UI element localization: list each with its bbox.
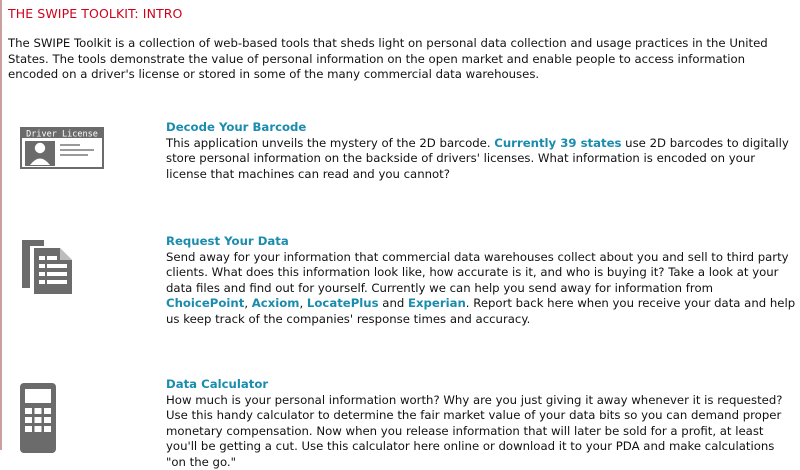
calculator-icon[interactable]: [20, 383, 56, 457]
choicepoint-link[interactable]: ChoicePoint: [166, 296, 244, 310]
driver-license-icon-label: Driver License: [26, 130, 98, 140]
request-data-link[interactable]: Request Your Data: [166, 234, 796, 250]
decode-barcode-link[interactable]: Decode Your Barcode: [166, 120, 796, 136]
locateplus-link[interactable]: LocatePlus: [307, 296, 379, 310]
page-title: THE SWIPE TOOLKIT: INTRO: [8, 6, 183, 21]
driver-license-icon[interactable]: [20, 127, 104, 173]
decode-barcode-description: This application unveils the mystery of the 2D barcode. Currently 39 states use 2D barcodes to digitally store personal information on the backside of drivers' licenses. What information is encoded on your license that machines can read and you cannot?: [166, 136, 796, 183]
left-border-rule: [0, 0, 2, 450]
tool-data-calculator-body: [166, 377, 796, 470]
acxiom-link[interactable]: Acxiom: [252, 296, 300, 310]
tool-decode-barcode-body: [166, 120, 796, 182]
experian-link[interactable]: Experian: [408, 296, 466, 310]
request-data-description: Send away for your information that commercial data warehouses collect about you and sell to third party clients. What does this information look like, how accurate is it, and who is buying it? Take a look at your data files and find out for yourself. Currently we can help you send away for information from ChoicePoint, Acxiom, LocatePlus and Experian. Report back here when you receive your data and help us keep track of the companies' response times and accuracy.: [166, 250, 796, 328]
intro-paragraph: The SWIPE Toolkit is a collection of web-based tools that sheds light on personal data collection and usage practices in the United States. The tools demonstrate the value of personal information on the open market and enable people to access information encoded on a driver's license or stored in some of the many commercial data warehouses.: [8, 36, 796, 83]
currently-39-states-link[interactable]: Currently 39 states: [494, 136, 621, 150]
documents-icon[interactable]: [20, 238, 76, 300]
page-content: [8, 0, 796, 450]
data-calculator-description: How much is your personal information worth? Why are you just giving it away whenever it is requested? Use this handy calculator to determine the fair market value of your data bits so you can demand proper monetary compensation. Now when you release information that will later be sold for a profit, at least you'll be getting a cut. Use this calculator here online or download it to your PDA and make calculations "on the go.": [166, 393, 796, 470]
tool-request-data-body: [166, 234, 796, 327]
data-calculator-link[interactable]: Data Calculator: [166, 377, 796, 393]
